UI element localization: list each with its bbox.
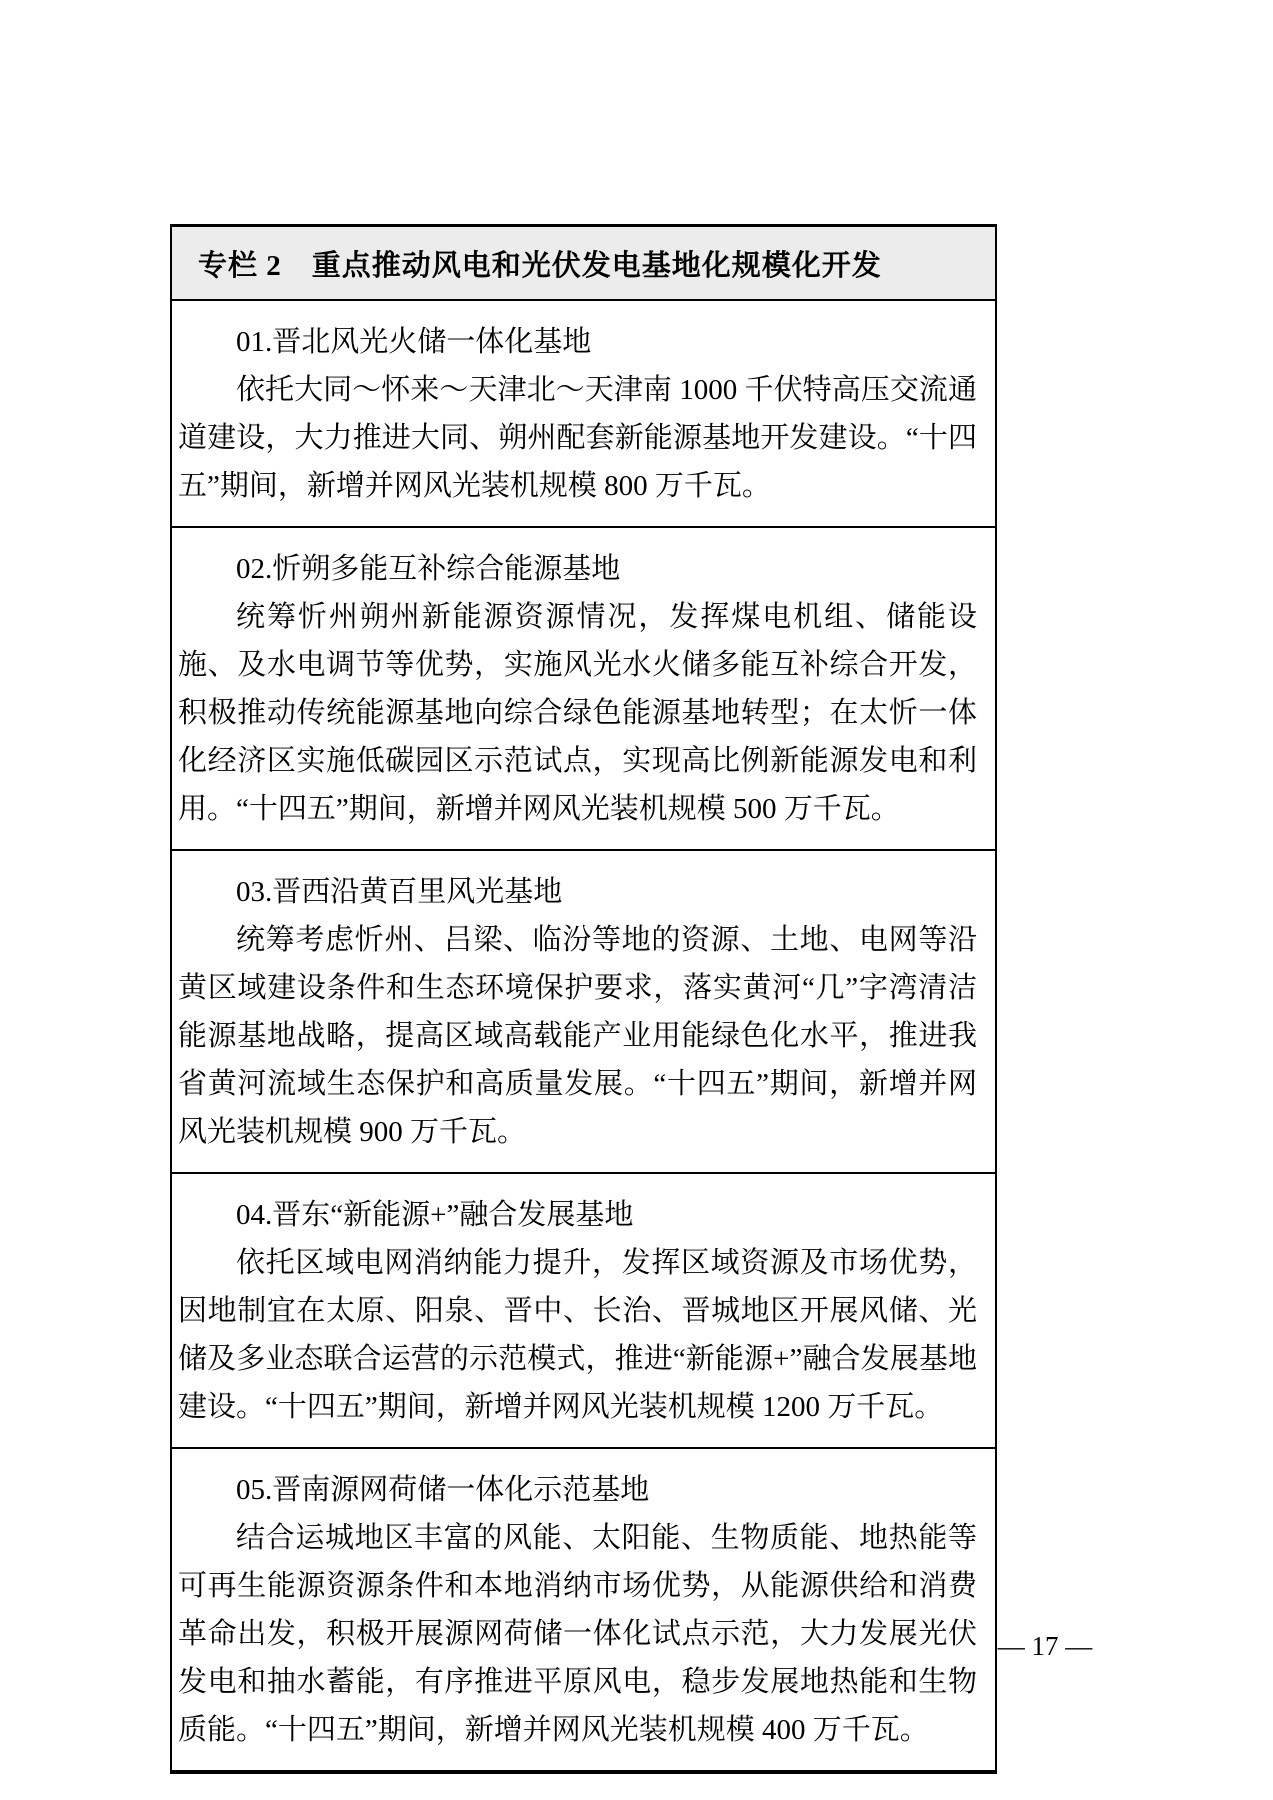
column-box-panel (170, 224, 997, 1774)
section-04-body: 依托区域电网消纳能力提升，发挥区域资源及市场优势，因地制宜在太原、阳泉、晋中、长治、晋城地区开展风储、光储及多业态联合运营的示范模式，推进“新能源+”融合发展基地建设。“十四五”期间，新增并网风光装机规模 1200 万千瓦。 (178, 1247, 977, 1423)
section-04 (172, 1172, 995, 1447)
section-03-title: 03.晋西沿黄百里风光基地 (236, 876, 563, 908)
section-03-body: 统筹考虑忻州、吕梁、临汾等地的资源、土地、电网等沿黄区域建设条件和生态环境保护要求，落实黄河“几”字湾清洁能源基地战略，提高区域高载能产业用能绿色化水平，推进我省黄河流域生态保护和高质量发展。“十四五”期间，新增并网风光装机规模 900 万千瓦。 (178, 924, 977, 1148)
section-02 (172, 526, 995, 849)
section-01 (172, 299, 995, 526)
section-02-title: 02.忻朔多能互补综合能源基地 (236, 553, 621, 585)
panel-header-title: 专栏 2 重点推动风电和光伏发电基地化规模化开发 (198, 249, 882, 282)
section-03 (172, 849, 995, 1172)
section-04-title: 04.晋东“新能源+”融合发展基地 (236, 1199, 634, 1231)
section-05-body: 结合运城地区丰富的风能、太阳能、生物质能、地热能等可再生能源资源条件和本地消纳市场优势，从能源供给和消费革命出发，积极开展源网荷储一体化试点示范，大力发展光伏发电和抽水蓄能，有序推进平原风电，稳步发展地热能和生物质能。“十四五”期间，新增并网风光装机规模 400 万千瓦。 (178, 1522, 977, 1746)
section-01-title: 01.晋北风光火储一体化基地 (236, 326, 592, 358)
page-number: — 17 — (997, 1631, 1093, 1661)
section-05-title: 05.晋南源网荷储一体化示范基地 (236, 1474, 650, 1506)
section-05 (172, 1447, 995, 1770)
panel-header (172, 227, 995, 299)
section-02-body: 统筹忻州朔州新能源资源情况，发挥煤电机组、储能设施、及水电调节等优势，实施风光水火储多能互补综合开发，积极推动传统能源基地向综合绿色能源基地转型；在太忻一体化经济区实施低碳园区示范试点，实现高比例新能源发电和利用。“十四五”期间，新增并网风光装机规模 500 万千瓦。 (178, 601, 977, 825)
section-01-body: 依托大同～怀来～天津北～天津南 1000 千伏特高压交流通道建设，大力推进大同、朔州配套新能源基地开发建设。“十四五”期间，新增并网风光装机规模 800 万千瓦。 (178, 374, 977, 502)
